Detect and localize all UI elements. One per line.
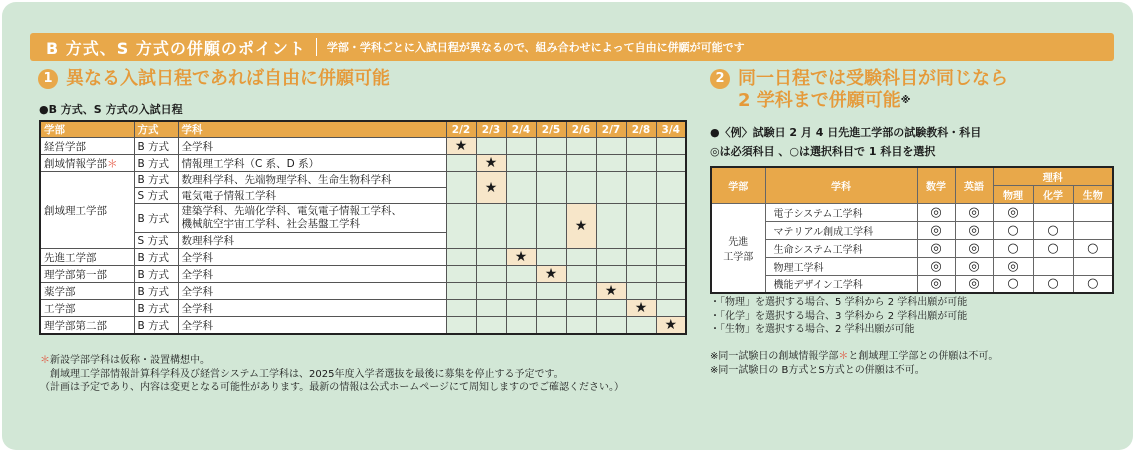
table-row: [40, 155, 686, 172]
schedule-header-date: 2/7: [596, 121, 626, 138]
table-row: [40, 172, 686, 188]
banner-subtitle: 学部・学科ごとに入試日程が異なるので、組み合わせによって自由に併願が可能です: [326, 41, 745, 54]
mark-cell: ◎: [917, 257, 955, 275]
schedule-header-dept: 学科: [178, 121, 446, 138]
schedule-header-date: 2/8: [626, 121, 656, 138]
faculty-cell: 先進 工学部: [711, 203, 765, 293]
schedule-caption: ●B 方式、S 方式の入試日程: [39, 103, 183, 116]
schedule-header-date: 3/4: [656, 121, 686, 138]
mark-cell: ○: [1033, 239, 1073, 257]
dept-cell: マテリアル創成工学科: [765, 221, 917, 239]
faculty-cell: 理学部第二部: [40, 317, 134, 335]
faculty-cell: 経営学部: [40, 138, 134, 155]
new-faculty-mark: ＊: [107, 157, 118, 170]
subjects-header-faculty: 学部: [711, 167, 765, 203]
mark-cell: ◎: [917, 275, 955, 293]
dept-cell: 建築学科、先端化学科、電気電子情報工学科、 機械航空宇宙工学科、社会基盤工学科: [178, 204, 446, 233]
method-cell: B 方式: [134, 138, 178, 155]
faculty-cell: 薬学部: [40, 283, 134, 300]
schedule-header-date: 2/6: [566, 121, 596, 138]
mark-cell: [1073, 221, 1113, 239]
faculty-cell: 創域情報学部＊: [40, 155, 134, 172]
schedule-header-date: 2/2: [446, 121, 476, 138]
dept-cell: 全学科: [178, 138, 446, 155]
table-row: [711, 239, 1113, 257]
table-row: [40, 317, 686, 335]
mark-cell: ○: [993, 221, 1033, 239]
schedule-header-date: 2/5: [536, 121, 566, 138]
mark-cell: ◎: [955, 203, 993, 221]
mark-cell: [1033, 257, 1073, 275]
schedule-header-date: 2/3: [476, 121, 506, 138]
dept-cell: 電気電子情報工学科: [178, 188, 446, 204]
subjects-header-physics: 物理: [993, 185, 1033, 203]
banner-title: B 方式、S 方式の併願のポイント: [46, 38, 306, 58]
schedule-header-method: 方式: [134, 121, 178, 138]
faculty-cell: 創域理工学部: [40, 172, 134, 249]
exam-date-star: ★: [536, 266, 566, 283]
method-cell: B 方式: [134, 155, 178, 172]
table-row: [711, 275, 1113, 293]
mark-cell: ○: [1033, 275, 1073, 293]
method-cell: S 方式: [134, 233, 178, 249]
schedule-header-faculty: 学部: [40, 121, 134, 138]
footnote: ＊新設学部学科は仮称・設置構想中。 創域理工学部情報計算科学科及び経営システム工学科は、2025年度入学者選抜を最後に募集を停止する予定です。 （計画は予定であり、内容は変更となる可能性があります。最新の情報は公式ホームページにて周知しますのでご確認ください。）: [40, 355, 624, 393]
subjects-table: [710, 166, 1114, 294]
dept-cell: 物理工学科: [765, 257, 917, 275]
exam-date-star: ★: [626, 300, 656, 317]
table-row: [711, 221, 1113, 239]
header-banner: [30, 33, 1114, 61]
exam-date-star: ★: [446, 138, 476, 155]
dept-cell: 機能デザイン工学科: [765, 275, 917, 293]
table-row: [40, 204, 686, 233]
method-cell: B 方式: [134, 249, 178, 266]
table-row: [40, 249, 686, 266]
faculty-cell: 先進工学部: [40, 249, 134, 266]
science-notes: ・「物理」を選択する場合、5 学科から 2 学科出願が可能 ・「化学」を選択する場合、3 学科から 2 学科出願が可能 ・「生物」を選択する場合、2 学科出願が可能: [710, 297, 968, 335]
mark-cell: ◎: [955, 221, 993, 239]
mark-cell: ◎: [955, 275, 993, 293]
mark-cell: ○: [1033, 221, 1073, 239]
section1-heading-text: 異なる入試日程であれば自由に併願可能: [66, 68, 390, 89]
method-cell: S 方式: [134, 188, 178, 204]
mark-cell: ◎: [993, 257, 1033, 275]
mark-cell: [1033, 203, 1073, 221]
exam-date-star: ★: [656, 317, 686, 335]
banner-divider: [316, 38, 317, 56]
dept-cell: 全学科: [178, 300, 446, 317]
mark-cell: ○: [993, 275, 1033, 293]
mark-cell: ○: [1073, 239, 1113, 257]
dept-cell: 全学科: [178, 283, 446, 300]
table-row: [711, 257, 1113, 275]
mark-cell: ◎: [917, 239, 955, 257]
admission-panel: [2, 2, 1133, 450]
method-cell: B 方式: [134, 204, 178, 233]
schedule-table: [39, 120, 687, 335]
subjects-header-chemistry: 化学: [1033, 185, 1073, 203]
subjects-header-biology: 生物: [1073, 185, 1113, 203]
faculty-cell: 工学部: [40, 300, 134, 317]
method-cell: B 方式: [134, 283, 178, 300]
table-row: [40, 283, 686, 300]
mark-cell: ◎: [993, 203, 1033, 221]
section1-heading: [38, 68, 390, 90]
faculty-cell: 理学部第一部: [40, 266, 134, 283]
schedule-header-date: 2/4: [506, 121, 536, 138]
section1-number-icon: 1: [38, 69, 58, 89]
exam-date-star: ★: [476, 172, 506, 204]
subjects-header-dept: 学科: [765, 167, 917, 203]
mark-cell: ◎: [955, 239, 993, 257]
exam-date-star: ★: [506, 249, 536, 266]
table-row: [40, 266, 686, 283]
legend-caption: ◎は必須科目 、○は選択科目で 1 科目を選択: [710, 145, 936, 158]
exam-date-star: ★: [476, 155, 506, 172]
dept-cell: 生命システム工学科: [765, 239, 917, 257]
mark-cell: [1073, 257, 1113, 275]
mark-cell: ◎: [955, 257, 993, 275]
dept-cell: 情報理工学科（C 系、D 系）: [178, 155, 446, 172]
section2-heading: 2 同一日程では受験科目が同じなら 2 学科まで併願可能※: [710, 68, 1008, 112]
method-cell: B 方式: [134, 172, 178, 188]
dept-cell: 全学科: [178, 266, 446, 283]
combination-notes: ※同一試験日の創域情報学部＊と創域理工学部との併願は不可。 ※同一試験日の B方式とS方式との併願は不可。: [710, 351, 999, 376]
table-row: [40, 300, 686, 317]
mark-cell: [1073, 203, 1113, 221]
method-cell: B 方式: [134, 266, 178, 283]
method-cell: B 方式: [134, 317, 178, 335]
method-cell: B 方式: [134, 300, 178, 317]
table-row: [711, 203, 1113, 221]
mark-cell: ◎: [917, 203, 955, 221]
section2-number-icon: 2: [710, 69, 730, 89]
dept-cell: 数理科学科、先端物理学科、生命生物科学科: [178, 172, 446, 188]
mark-cell: ○: [1073, 275, 1113, 293]
exam-date-star: ★: [596, 283, 626, 300]
exam-date-star: ★: [566, 204, 596, 249]
mark-cell: ○: [993, 239, 1033, 257]
dept-cell: 全学科: [178, 249, 446, 266]
footnote-mark: ＊: [40, 355, 50, 366]
new-faculty-mark: ＊: [838, 351, 849, 362]
example-caption: ●〈例〉試験日 2 月 4 日先進工学部の試験教科・科目: [710, 126, 982, 139]
mark-cell: ◎: [917, 221, 955, 239]
subjects-header-english: 英語: [955, 167, 993, 203]
subjects-header-science: 理科: [993, 167, 1113, 185]
table-row: [40, 138, 686, 155]
subjects-header-math: 数学: [917, 167, 955, 203]
dept-cell: 全学科: [178, 317, 446, 335]
dept-cell: 数理科学科: [178, 233, 446, 249]
dept-cell: 電子システム工学科: [765, 203, 917, 221]
